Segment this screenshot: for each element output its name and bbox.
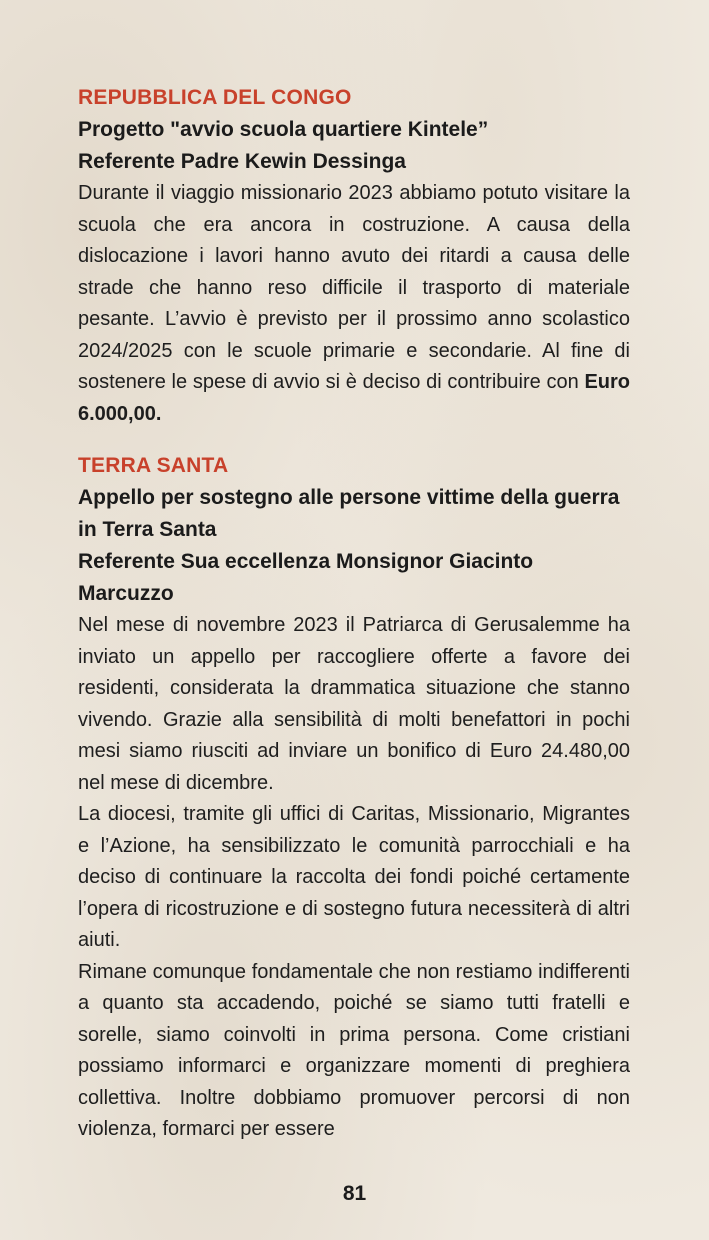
- body-text: Durante il viaggio missionario 2023 abbiamo potuto visitare la scuola che era ancora in costruzione. A causa della dislocazione i lavori hanno avuto dei ritardi a causa delle strade che hanno reso difficile il trasporto di materiale pesante. L’avvio è previsto per il prossimo anno scolastico 2024/2025 con le scuole primarie e secondarie. Al fine di sostenere le spese di avvio si è deciso di contribuire con: [78, 182, 630, 393]
- project-referent: Referente Sua eccellenza Monsignor Giacinto Marcuzzo: [78, 550, 534, 605]
- project-referent: Referente Padre Kewin Dessinga: [78, 150, 406, 173]
- body-paragraph: Nel mese di novembre 2023 il Patriarca di Gerusalemme ha inviato un appello per raccogliere offerte a favore dei residenti, considerata la drammatica situazione che stanno vivendo. Grazie alla sensibilità di molti benefattori in pochi mesi siamo riusciti ad inviare un bonifico di Euro 24.480,00 nel mese di dicembre.: [78, 614, 630, 794]
- project-title: Progetto "avvio scuola quartiere Kintele”: [78, 118, 489, 141]
- section-spacer: [78, 430, 630, 450]
- section-congo: [78, 82, 630, 430]
- section-terra-santa: [78, 450, 630, 1146]
- body-paragraph: Rimane comunque fondamentale che non restiamo indifferenti a quanto sta accadendo, poiché se siamo tutti fratelli e sorelle, siamo coinvolti in prima persona. Come cristiani possiamo informarci e organizzare momenti di preghiera collettiva. Inoltre dobbiamo promuover percorsi di non violenza, formarci per essere: [78, 960, 630, 1140]
- page-number: 81: [342, 1182, 367, 1205]
- document-page: [78, 82, 630, 1146]
- donation-amount: Euro 6.000,00.: [78, 371, 630, 425]
- body-paragraph: [78, 178, 630, 430]
- body-paragraph: La diocesi, tramite gli uffici di Caritas, Missionario, Migrantes e l’Azione, ha sensibilizzato le comunità parrocchiali e ha deciso di continuare la raccolta dei fondi poiché certamente l’opera di ricostruzione e di sostegno futura necessiterà di altri aiuti.: [78, 803, 630, 951]
- project-title: Appello per sostegno alle persone vittime della guerra in Terra Santa: [78, 486, 620, 541]
- section-heading: REPUBBLICA DEL CONGO: [78, 86, 352, 109]
- section-heading: TERRA SANTA: [78, 454, 229, 477]
